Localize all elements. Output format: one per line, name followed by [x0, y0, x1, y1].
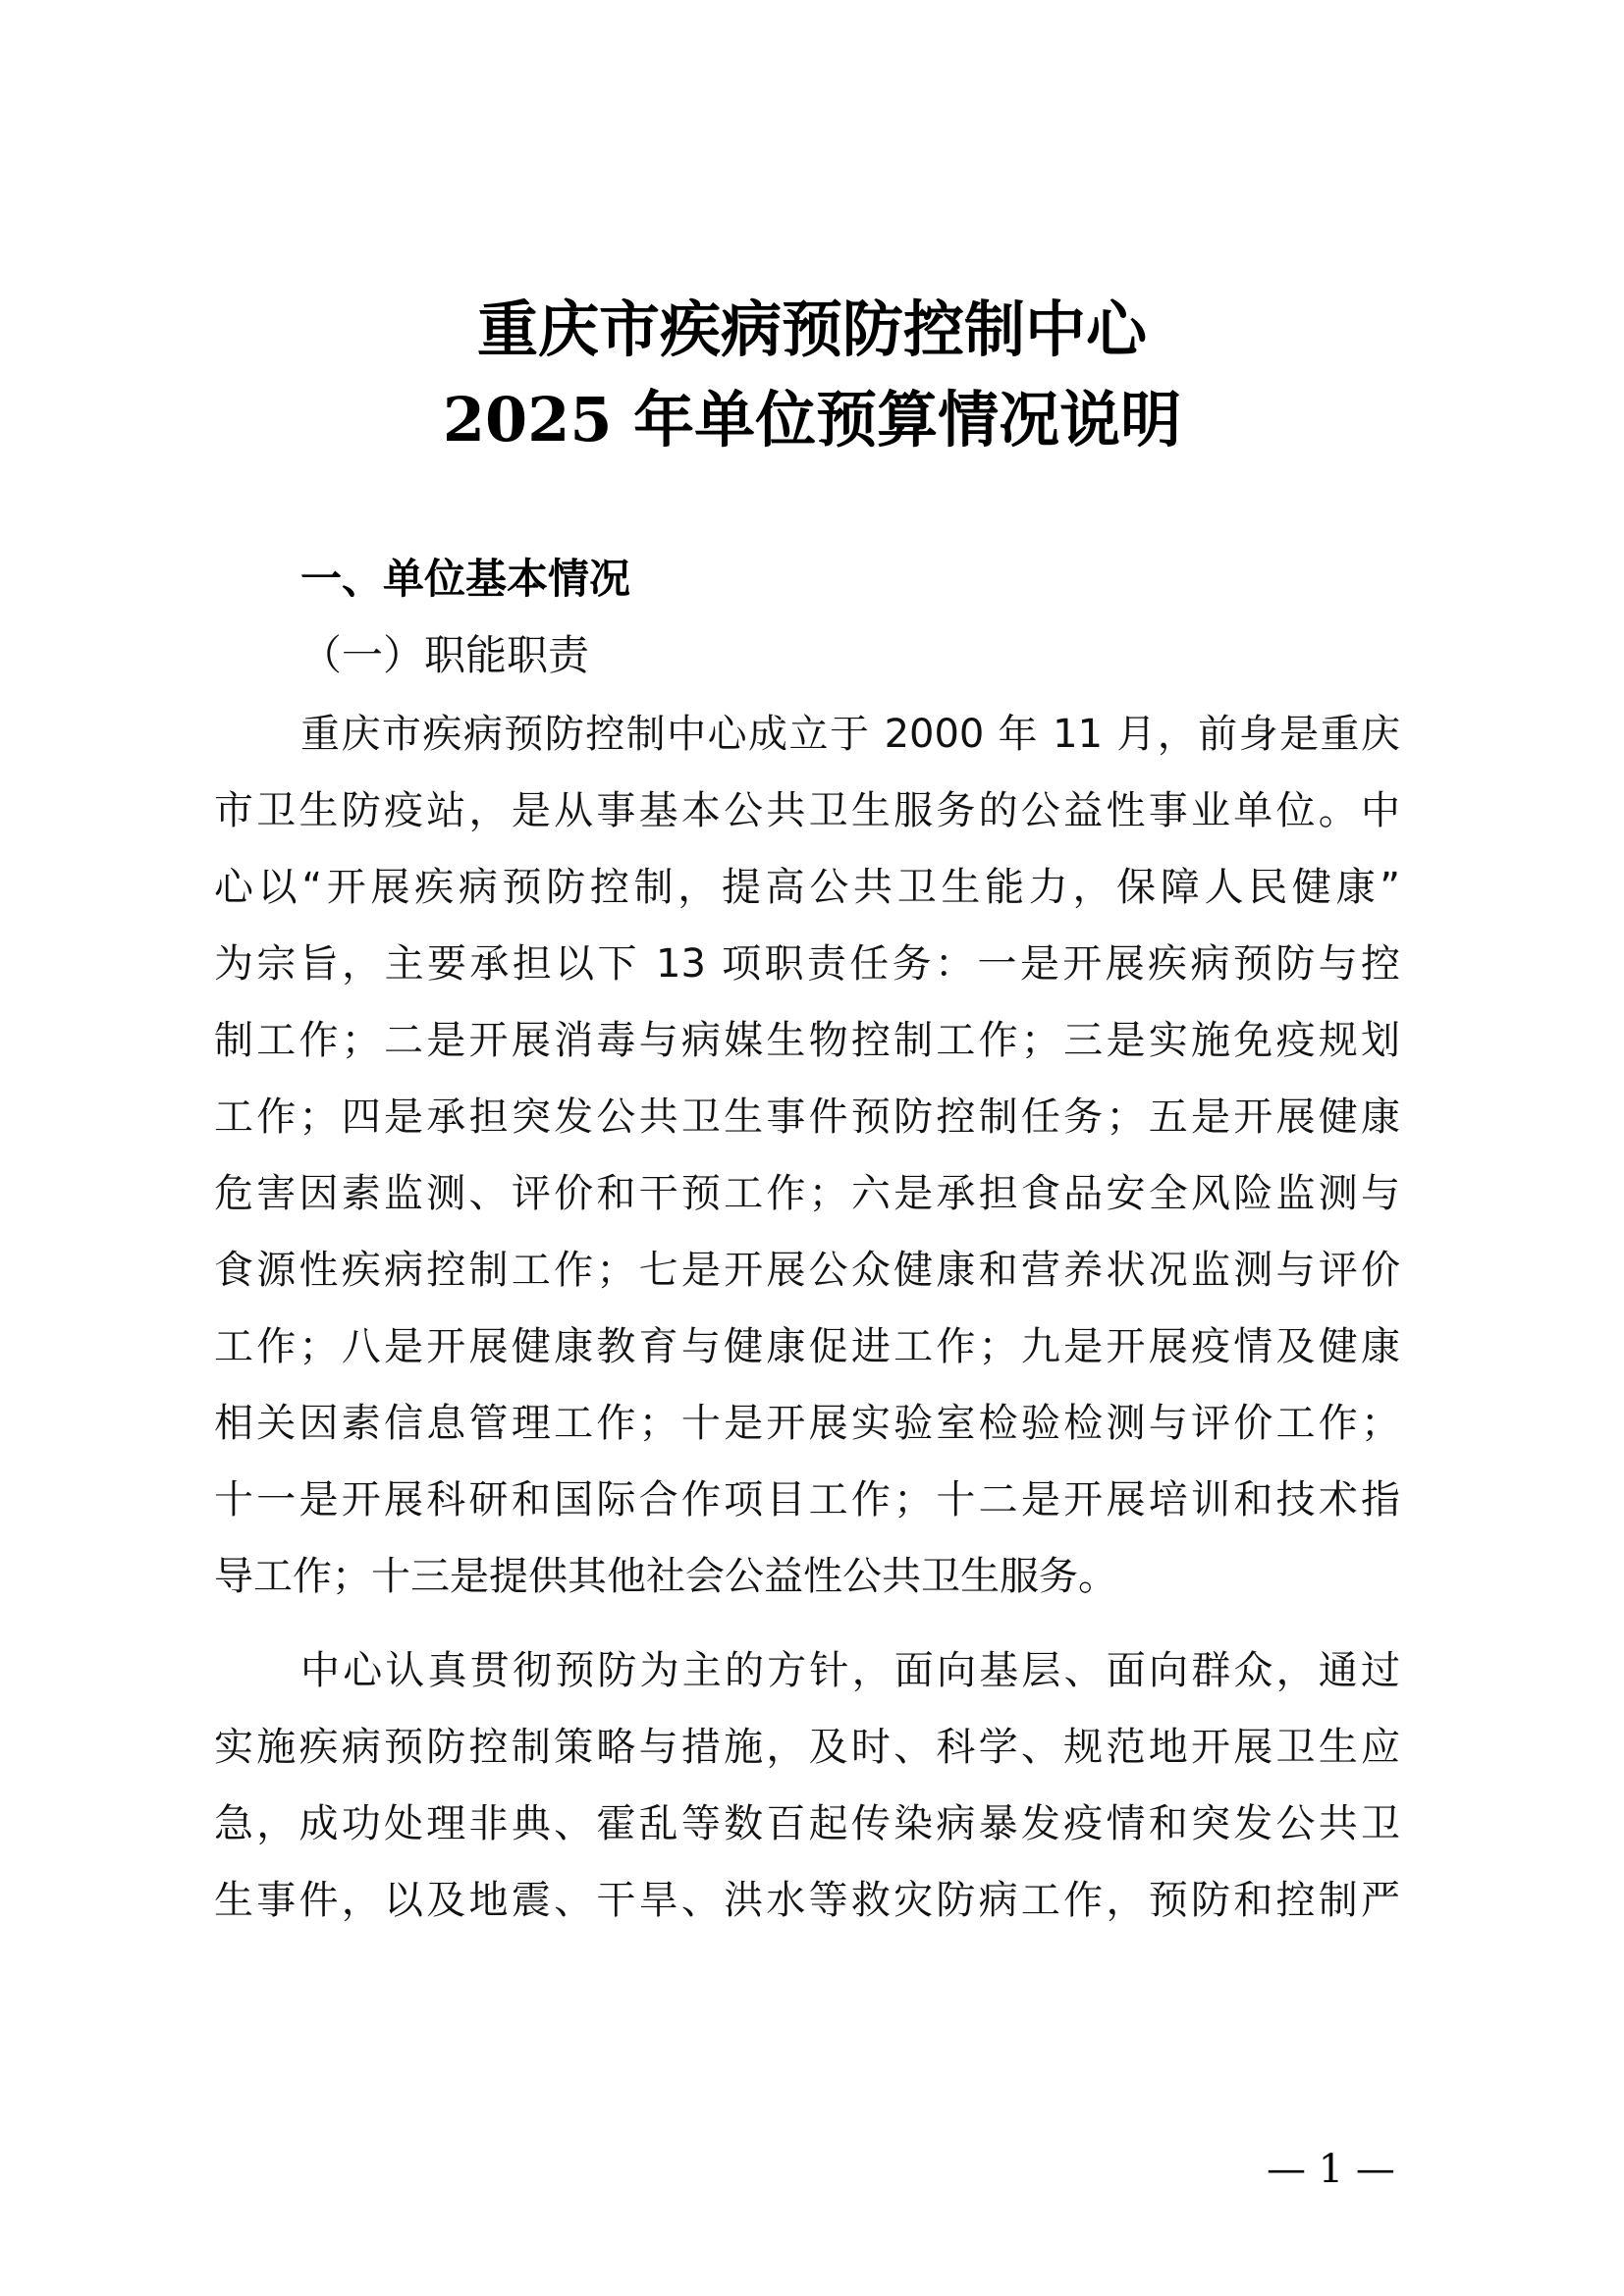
paragraph-1-line: 市卫生防疫站，是从事基本公共卫生服务的公益性事业单位。中	[214, 788, 1400, 833]
section-heading: 一、单位基本情况	[300, 555, 631, 603]
paragraph-2-line: 生事件，以及地震、干旱、洪水等救灾防病工作，预防和控制严	[214, 1878, 1400, 1923]
paragraph-1-line: 相关因素信息管理工作；十是开展实验室检验检测与评价工作；	[214, 1401, 1400, 1446]
paragraph-1-line: 制工作；二是开展消毒与病媒生物控制工作；三是实施免疫规划	[214, 1018, 1400, 1063]
paragraph-1-line: 心以“开展疾病预防控制，提高公共卫生能力，保障人民健康”	[214, 865, 1400, 910]
paragraph-1-line: 工作；八是开展健康教育与健康促进工作；九是开展疫情及健康	[214, 1324, 1400, 1369]
paragraph-1-line: 重庆市疾病预防控制中心成立于 2000 年 11 月，前身是重庆	[300, 712, 1400, 757]
paragraph-1-line: 危害因素监测、评价和干预工作；六是承担食品安全风险监测与	[214, 1171, 1400, 1216]
paragraph-2-line: 急，成功处理非典、霍乱等数百起传染病暴发疫情和突发公共卫	[214, 1801, 1400, 1846]
document-title-line-1: 重庆市疾病预防控制中心	[476, 294, 1147, 365]
page-number: — 1 —	[1267, 2147, 1395, 2192]
paragraph-2-line: 实施疾病预防控制策略与措施，及时、科学、规范地开展卫生应	[214, 1725, 1400, 1770]
paragraph-2-line: 中心认真贯彻预防为主的方针，面向基层、面向群众，通过	[300, 1648, 1400, 1693]
subsection-heading: （一）职能职责	[300, 631, 590, 679]
paragraph-1-line: 工作；四是承担突发公共卫生事件预防控制任务；五是开展健康	[214, 1095, 1400, 1140]
paragraph-1-line: 为宗旨，主要承担以下 13 项职责任务：一是开展疾病预防与控	[214, 941, 1400, 987]
paragraph-1-line: 十一是开展科研和国际合作项目工作；十二是开展培训和技术指	[214, 1477, 1400, 1522]
paragraph-1-line: 导工作；十三是提供其他社会公益性公共卫生服务。	[214, 1554, 1117, 1599]
document-title-line-2: 2025 年单位预算情况说明	[442, 384, 1182, 455]
paragraph-1-line: 食源性疾病控制工作；七是开展公众健康和营养状况监测与评价	[214, 1248, 1400, 1293]
